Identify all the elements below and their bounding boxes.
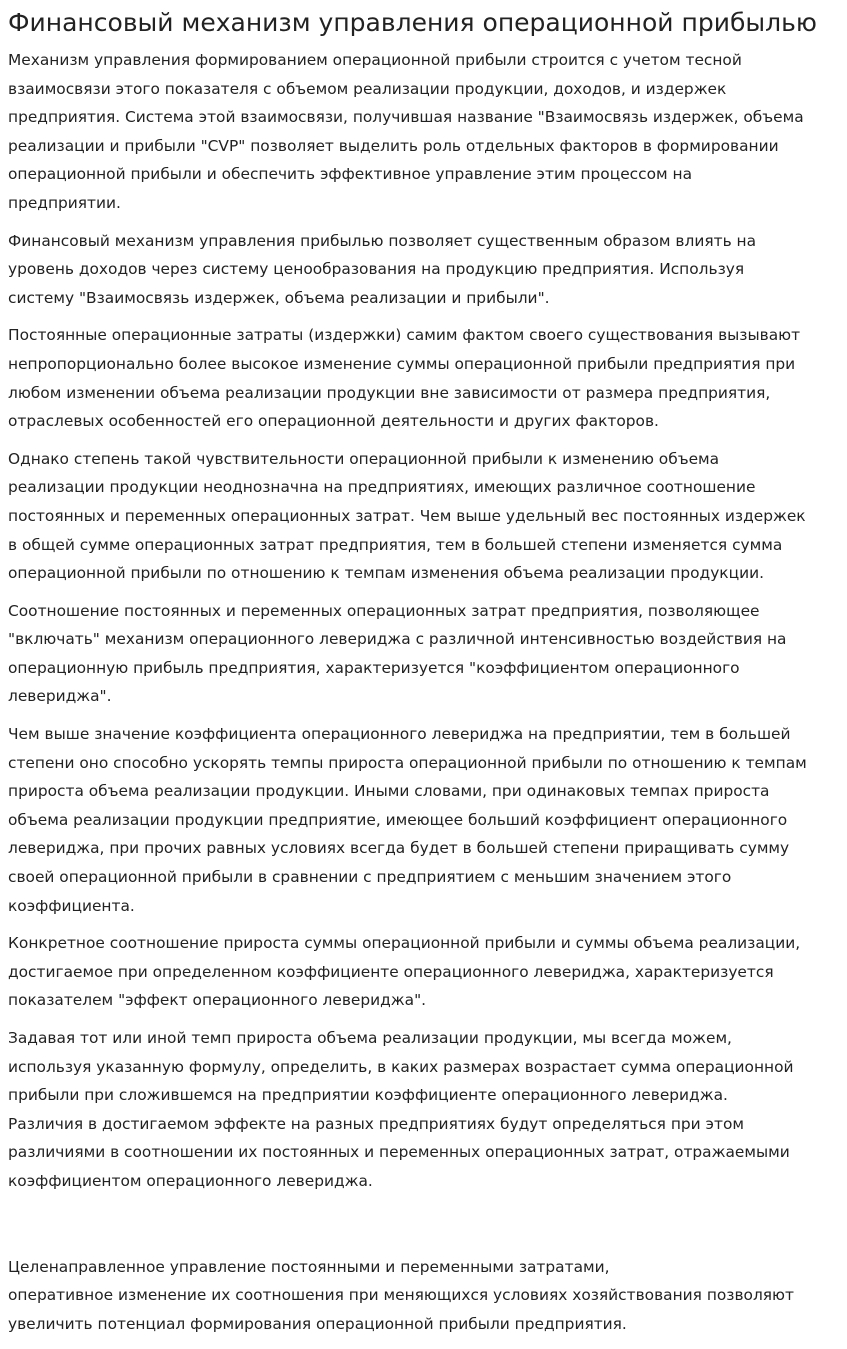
- text-line: непропорционально более высокое изменение суммы операционной прибыли предприятия при: [8, 354, 796, 373]
- paragraph-closing: [8, 1253, 839, 1339]
- text-line: операционную прибыль предприятия, характеризуется "коэффициентом операционного: [8, 658, 740, 677]
- text-line: увеличить потенциал формирования операционной прибыли предприятия.: [8, 1314, 627, 1333]
- text-line: левериджа".: [8, 687, 112, 706]
- paragraph-growth-rate: [8, 1024, 839, 1196]
- text-line: Постоянные операционные затраты (издержки) самим фактом своего существования вызывают: [8, 326, 801, 345]
- text-line: операционной прибыли и обеспечить эффективное управление этим процессом на: [8, 165, 693, 184]
- text-line: уровень доходов через систему ценообразования на продукцию предприятия. Используя: [8, 260, 745, 279]
- text-line: предприятия. Система этой взаимосвязи, получившая название "Взаимосвязь издержек, объема: [8, 108, 804, 127]
- spacer: [8, 1205, 839, 1253]
- text-line: Однако степень такой чувствительности операционной прибыли к изменению объема: [8, 449, 720, 468]
- text-line: различиями в соотношении их постоянных и переменных операционных затрат, отражаемыми: [8, 1143, 790, 1162]
- paragraph-fixed-costs: [8, 321, 839, 435]
- text-line: объема реализации продукции предприятие, имеющее больший коэффициент операционного: [8, 810, 788, 829]
- text-line: коэффициента.: [8, 896, 135, 915]
- text-line: Задавая тот или иной темп прироста объема реализации продукции, мы всегда можем,: [8, 1029, 732, 1047]
- text-line: "включать" механизм операционного левериджа с различной интенсивностью воздействия на: [8, 630, 787, 649]
- text-line: в общей сумме операционных затрат предприятия, тем в большей степени изменяется сумма: [8, 535, 783, 554]
- text-line: прироста объема реализации продукции. Иными словами, при одинаковых темпах прироста: [8, 782, 770, 801]
- text-line: систему "Взаимосвязь издержек, объема реализации и прибыли".: [8, 288, 550, 307]
- text-line: взаимосвязи этого показателя с объемом реализации продукции, доходов, и издержек: [8, 79, 727, 98]
- text-line: Конкретное соотношение прироста суммы операционной прибыли и суммы объема реализации,: [8, 934, 801, 953]
- text-line: предприятии.: [8, 193, 121, 212]
- paragraph-leverage-ratio: [8, 597, 839, 711]
- text-line: отраслевых особенностей его операционной деятельности и других факторов.: [8, 412, 659, 431]
- text-line: используя указанную формулу, определить, в каких размерах возрастает сумма операционной: [8, 1057, 794, 1076]
- text-line: левериджа, при прочих равных условиях всегда будет в большей степени приращивать сумму: [8, 839, 790, 858]
- text-line: достигаемое при определенном коэффициенте операционного левериджа, характеризуется: [8, 962, 774, 981]
- paragraph-cvp-mechanism: [8, 46, 839, 218]
- paragraph-pricing: [8, 227, 839, 313]
- text-line: своей операционной прибыли в сравнении с предприятием с меньшим значением этого: [8, 868, 732, 887]
- text-line: Чем выше значение коэффициента операционного левериджа на предприятии, тем в большей: [8, 725, 791, 744]
- text-line: любом изменении объема реализации продукции вне зависимости от размера предприятия,: [8, 383, 771, 402]
- paragraph-sensitivity: [8, 445, 839, 588]
- text-line: операционной прибыли по отношению к темпам изменения объема реализации продукции.: [8, 564, 764, 583]
- text-line: Финансовый механизм управления прибылью позволяет существенным образом влиять на: [8, 231, 757, 250]
- text-line: показателем "эффект операционного левериджа".: [8, 991, 427, 1010]
- text-line: оперативное изменение их соотношения при меняющихся условиях хозяйствования позволяют: [8, 1286, 794, 1305]
- text-line: реализации и прибыли "CVP" позволяет выделить роль отдельных факторов в формировании: [8, 136, 779, 155]
- text-line: прибыли при сложившемся на предприятии коэффициенте операционного левериджа.: [8, 1086, 728, 1105]
- paragraph-leverage-effect: [8, 929, 839, 1015]
- text-line: Механизм управления формированием операционной прибыли строится с учетом тесной: [8, 51, 742, 69]
- text-line: Соотношение постоянных и переменных операционных затрат предприятия, позволяющее: [8, 601, 760, 620]
- text-line: реализации продукции неоднозначна на предприятиях, имеющих различное соотношение: [8, 478, 756, 497]
- text-line: коэффициентом операционного левериджа.: [8, 1171, 373, 1190]
- text-line: постоянных и переменных операционных затрат. Чем выше удельный вес постоянных издержек: [8, 506, 806, 525]
- page-title: Финансовый механизм управления операционной прибылью: [8, 8, 817, 37]
- paragraph-leverage-effect-growth: [8, 720, 839, 920]
- text-line: Различия в достигаемом эффекте на разных предприятиях будут определяться при этом: [8, 1114, 744, 1133]
- text-line: степени оно способно ускорять темпы прироста операционной прибыли по отношению к темпам: [8, 753, 807, 772]
- text-line: Целенаправленное управление постоянными и переменными затратами,: [8, 1257, 610, 1276]
